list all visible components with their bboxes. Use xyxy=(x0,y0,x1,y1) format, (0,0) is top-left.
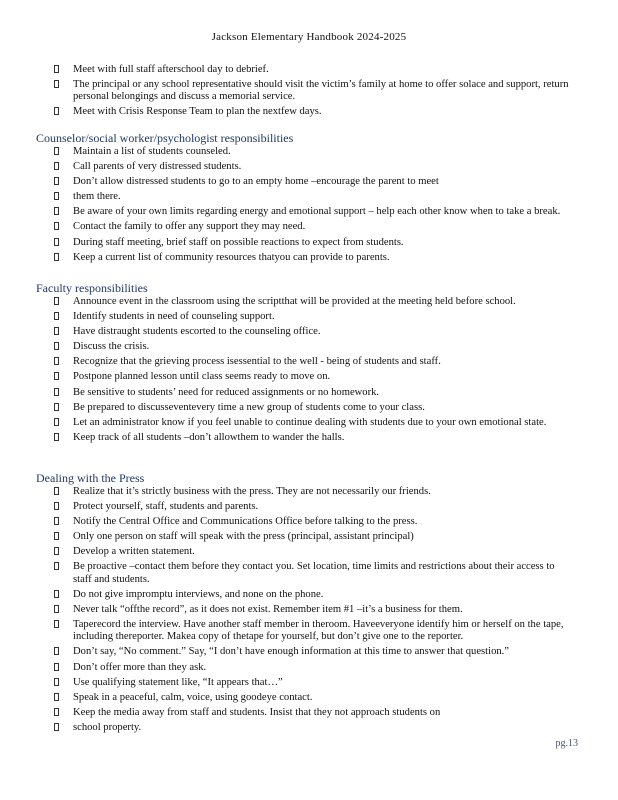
list-item xyxy=(54,146,574,158)
list-item-text: Keep track of all students –don’t allowthem to wander the halls. xyxy=(73,431,345,443)
list-item xyxy=(54,326,574,338)
bullet-icon xyxy=(54,547,59,555)
list-item-text: them there. xyxy=(73,191,121,203)
list-item xyxy=(54,619,574,644)
list-item-text: Discuss the crisis. xyxy=(73,341,150,353)
bullet-icon xyxy=(54,342,59,350)
bullet-icon xyxy=(54,433,59,441)
list-item xyxy=(54,191,574,203)
list-item xyxy=(54,106,574,118)
bullet-icon xyxy=(54,312,59,320)
list-item-text: Don’t say, “No comment.” Say, “I don’t have enough information at this time to answer that question.” xyxy=(73,646,510,658)
list-item-text: Never talk “offthe record”, as it does not exist. Remember item #1 –it’s a business for them. xyxy=(73,603,463,615)
list-item xyxy=(54,561,574,586)
list-item xyxy=(54,79,574,104)
list-item-text: Meet with full staff afterschool day to debrief. xyxy=(73,64,269,75)
page-number: pg.13 xyxy=(555,738,578,749)
list-item xyxy=(54,589,574,601)
list-item-text: Only one person on staff will speak with the press (principal, assistant principal) xyxy=(73,531,414,543)
list-item xyxy=(54,206,574,218)
list-item xyxy=(54,311,574,323)
list-item-text: school property. xyxy=(73,721,142,733)
bullet-icon xyxy=(54,388,59,396)
bullet-icon xyxy=(54,562,59,570)
list-item xyxy=(54,176,574,188)
list-item-text: Taperecord the interview. Have another staff member in theroom. Haveeveryone identify him or herself on the tape, including thereporter. Makea copy of thetape for yourself, but don’t give one to the reporter. xyxy=(73,619,564,643)
bullet-icon xyxy=(54,723,59,731)
list-item-text: Meet with Crisis Response Team to plan the nextfew days. xyxy=(73,106,322,118)
bullet-icon xyxy=(54,253,59,261)
bullet-icon xyxy=(54,693,59,701)
list-item xyxy=(54,501,574,513)
list-item-text: Notify the Central Office and Communications Office before talking to the press. xyxy=(73,516,418,528)
bullet-icon xyxy=(54,647,59,655)
list-item xyxy=(54,531,574,543)
list-item xyxy=(54,341,574,353)
list-item xyxy=(54,486,574,498)
bullet-icon xyxy=(54,357,59,365)
list-item-text: Have distraught students escorted to the counseling office. xyxy=(73,326,321,338)
list-item xyxy=(54,237,574,249)
list-item-text: Use qualifying statement like, “It appears that…” xyxy=(73,676,283,688)
list-item xyxy=(54,64,574,76)
page-header: Jackson Elementary Handbook 2024-2025 xyxy=(211,31,407,43)
list-item-text: Realize that it’s strictly business with the press. They are not necessarily our friends. xyxy=(73,486,431,497)
list-item xyxy=(54,371,574,383)
bullet-icon xyxy=(54,372,59,380)
list-item-text: Be aware of your own limits regarding energy and emotional support – help each other know when to take a break. xyxy=(73,206,561,218)
list-item xyxy=(54,221,574,233)
list-item-text: The principal or any school representative should visit the victim’s family at home to offer solace and support, return personal belongings and discuss a memorial service. xyxy=(73,79,569,103)
list-item-text: During staff meeting, brief staff on possible reactions to expect from students. xyxy=(73,236,404,248)
list-item-text: Do not give impromptu interviews, and none on the phone. xyxy=(73,588,324,600)
bullet-icon xyxy=(54,678,59,686)
list-item xyxy=(54,161,574,173)
list-item xyxy=(54,722,574,734)
bullet-icon xyxy=(54,663,59,671)
list-item xyxy=(54,387,574,399)
list-item-text: Be proactive –contact them before they contact you. Set location, time limits and restrictions about their access to staff and students. xyxy=(73,561,555,585)
bullet-icon xyxy=(54,708,59,716)
list-item-text: Develop a written statement. xyxy=(73,546,195,558)
list-item-text: Postpone planned lesson until class seems ready to move on. xyxy=(73,371,331,383)
list-item-text: Call parents of very distressed students. xyxy=(73,161,242,173)
bullet-icon xyxy=(54,162,59,170)
bullet-icon xyxy=(54,177,59,185)
list-item-text: Be sensitive to students’ need for reduced assignments or no homework. xyxy=(73,386,380,398)
list-item xyxy=(54,356,574,368)
bullet-icon xyxy=(54,107,59,115)
list-item-text: Recognize that the grieving process isessential to the well - being of students and staff. xyxy=(73,356,441,368)
bullet-icon xyxy=(54,238,59,246)
bullet-icon xyxy=(54,605,59,613)
list-item-text: Don’t allow distressed students to go to an empty home –encourage the parent to meet xyxy=(73,176,439,188)
list-item-text: Identify students in need of counseling support. xyxy=(73,311,275,323)
press-list xyxy=(54,486,574,737)
list-item-text: Protect yourself, staff, students and parents. xyxy=(73,501,259,513)
list-item-text: Keep a current list of community resources thatyou can provide to parents. xyxy=(73,251,390,263)
list-item xyxy=(54,692,574,704)
bullet-icon xyxy=(54,80,59,88)
list-item xyxy=(54,432,574,444)
list-item-text: Speak in a peaceful, calm, voice, using goodeye contact. xyxy=(73,691,313,703)
list-item-text: Be prepared to discusseventevery time a new group of students come to your class. xyxy=(73,401,425,413)
list-item xyxy=(54,707,574,719)
bullet-icon xyxy=(54,590,59,598)
bullet-icon xyxy=(54,502,59,510)
bullet-icon xyxy=(54,297,59,305)
bullet-icon xyxy=(54,222,59,230)
list-item xyxy=(54,296,574,308)
list-item-text: Announce event in the classroom using the scriptthat will be provided at the meeting held before school. xyxy=(73,296,516,307)
bullet-icon xyxy=(54,620,59,628)
bullet-icon xyxy=(54,532,59,540)
bullet-icon xyxy=(54,327,59,335)
section-heading-press: Dealing with the Press xyxy=(36,471,145,485)
bullet-icon xyxy=(54,517,59,525)
list-item-text: Let an administrator know if you feel unable to continue dealing with students due to your own emotional state. xyxy=(73,416,547,428)
bullet-icon xyxy=(54,487,59,495)
section-heading-faculty: Faculty responsibilities xyxy=(36,281,148,295)
section-heading-counselor: Counselor/social worker/psychologist responsibilities xyxy=(36,131,294,145)
list-item xyxy=(54,604,574,616)
list-item xyxy=(54,662,574,674)
list-item-text: Don’t offer more than they ask. xyxy=(73,661,207,673)
bullet-icon xyxy=(54,65,59,73)
list-item xyxy=(54,402,574,414)
list-item xyxy=(54,252,574,264)
list-item-text: Maintain a list of students counseled. xyxy=(73,146,231,157)
bullet-icon xyxy=(54,192,59,200)
faculty-list xyxy=(54,296,574,447)
bullet-icon xyxy=(54,207,59,215)
intro-list xyxy=(54,64,574,122)
list-item-text: Keep the media away from staff and students. Insist that they not approach students on xyxy=(73,706,441,718)
list-item xyxy=(54,516,574,528)
bullet-icon xyxy=(54,418,59,426)
list-item-text: Contact the family to offer any support they may need. xyxy=(73,221,306,233)
list-item xyxy=(54,546,574,558)
counselor-list xyxy=(54,146,574,267)
bullet-icon xyxy=(54,403,59,411)
list-item xyxy=(54,646,574,658)
list-item xyxy=(54,677,574,689)
bullet-icon xyxy=(54,147,59,155)
list-item xyxy=(54,417,574,429)
